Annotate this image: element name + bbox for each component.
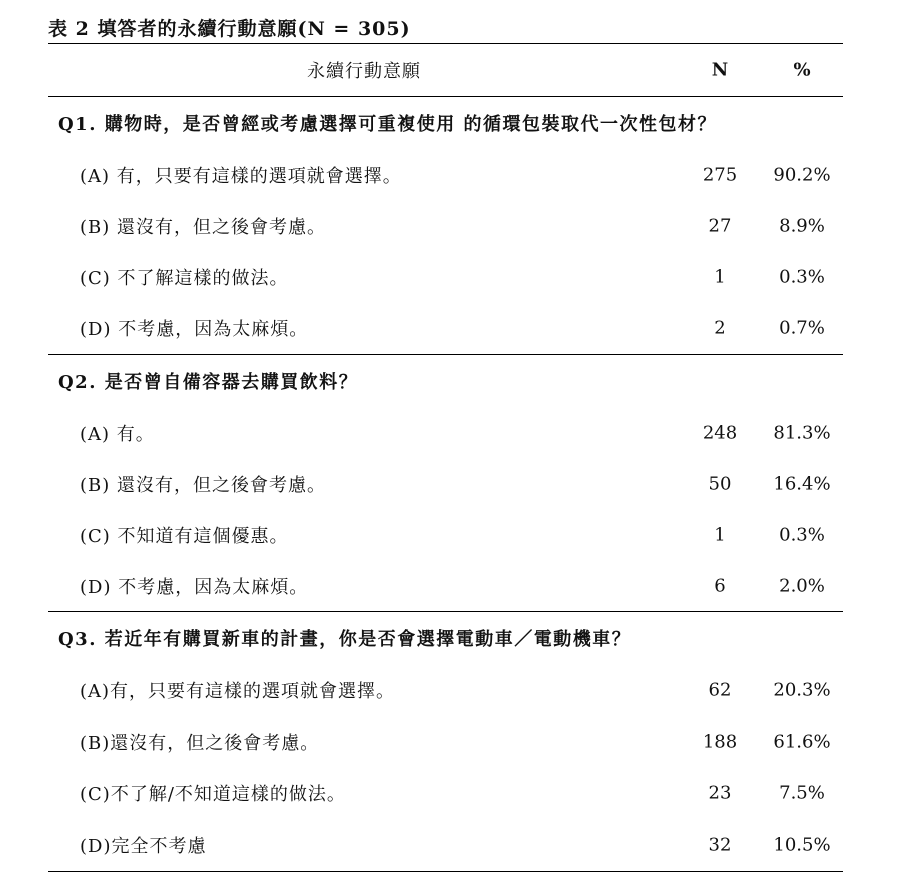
option-n: 32 [708,834,732,856]
option-label: (A) 有。 [80,424,155,445]
option-row [0,200,905,252]
question-row [0,612,905,664]
option-pct: 0.3% [779,524,825,546]
option-n: 50 [708,473,732,495]
option-pct: 0.3% [779,266,825,288]
option-n: 62 [708,679,732,701]
option-row [0,664,905,716]
option-n: 2 [714,317,726,339]
option-label: (C) 不知道有這個優惠。 [80,526,289,547]
option-pct: 10.5% [773,834,831,856]
option-pct: 7.5% [779,782,825,804]
option-n: 23 [708,782,732,804]
option-row [0,302,905,354]
header-n: N [711,59,729,81]
option-pct: 0.7% [779,317,825,339]
option-label: (D) 不考慮，因為太麻煩。 [80,577,309,598]
option-row [0,149,905,201]
option-label: (B) 還沒有，但之後會考慮。 [80,217,326,238]
option-label: (A) 有，只要有這樣的選項就會選擇。 [80,166,402,187]
option-row [0,509,905,561]
option-pct: 8.9% [779,215,825,237]
option-row [0,458,905,510]
option-pct: 16.4% [773,473,831,495]
option-row [0,767,905,819]
option-label: (A)有，只要有這樣的選項就會選擇。 [80,681,396,702]
option-label: (B) 還沒有，但之後會考慮。 [80,475,326,496]
option-label: (D) 不考慮，因為太麻煩。 [80,319,309,340]
option-row [0,407,905,459]
header-item: 永續行動意願 [307,61,421,82]
option-pct: 2.0% [779,575,825,597]
question-row [0,97,905,149]
option-n: 275 [702,164,738,186]
option-label: (B)還沒有，但之後會考慮。 [80,733,320,754]
header-pct: % [793,59,811,81]
option-pct: 61.6% [773,731,831,753]
option-pct: 81.3% [773,422,831,444]
header-row [0,44,905,96]
option-n: 1 [714,524,726,546]
option-row [0,716,905,768]
option-label: (C) 不了解這樣的做法。 [80,268,289,289]
option-label: (C)不了解/不知道這樣的做法。 [80,784,346,805]
question-text: Q1. 購物時，是否曾經或考慮選擇可重複使用 的循環包裝取代一次性包材？ [58,114,718,135]
option-pct: 90.2% [773,164,831,186]
option-row [0,251,905,303]
option-n: 27 [708,215,732,237]
question-text: Q2. 是否曾自備容器去購買飲料？ [58,372,359,393]
option-n: 248 [702,422,738,444]
option-n: 188 [702,731,738,753]
question-text: Q3. 若近年有購買新車的計畫，你是否會選擇電動車／電動機車？ [58,629,632,650]
question-row [0,355,905,407]
option-pct: 20.3% [773,679,831,701]
option-row [0,819,905,871]
option-n: 1 [714,266,726,288]
option-row [0,560,905,612]
table-caption: 表 2 填答者的永續行動意願(N = 305) [48,18,411,40]
option-label: (D)完全不考慮 [80,836,207,857]
option-n: 6 [714,575,726,597]
rule-bottom [48,871,843,872]
